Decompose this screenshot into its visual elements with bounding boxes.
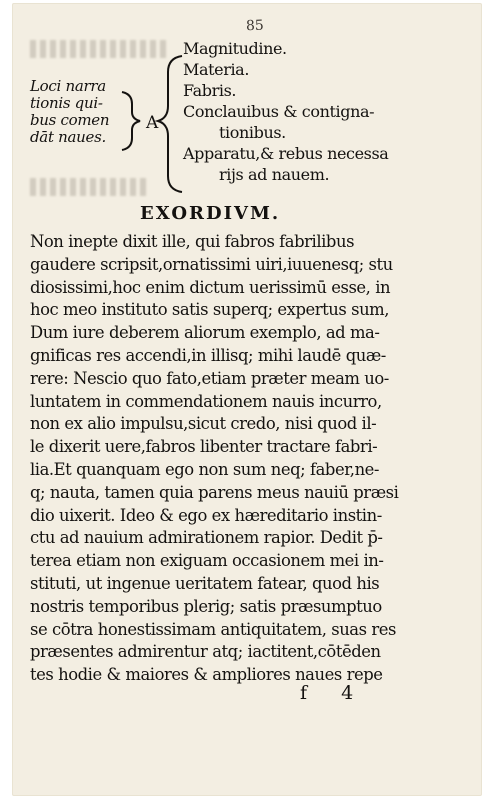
text-line: lia.Et quanquam ego non sum neq; faber,ne- xyxy=(30,459,380,479)
signature-mark: f 4 xyxy=(300,682,368,704)
topic-item: Apparatu,& rebus necessa xyxy=(183,144,389,163)
sidenote-letter: A xyxy=(146,113,159,133)
topic-item: tionibus. xyxy=(219,123,286,142)
sidenote-line: dāt naues. xyxy=(30,128,106,146)
text-line: ctu ad nauium admirationem rapior. Dedit p̄- xyxy=(30,528,383,548)
text-line: terea etiam non exiguam occasionem mei in- xyxy=(30,551,384,571)
text-line: rere: Nescio quo fato,etiam præter meam uo- xyxy=(30,368,389,388)
text-line: q; nauta, tamen quia parens meus nauiū præsi xyxy=(30,482,399,502)
text-line: se cōtra honestissimam antiquitatem, suas res xyxy=(30,619,396,639)
text-line: gaudere scripsit,ornatissimi uiri,iuuenesq; stu xyxy=(30,254,393,274)
text-line: diosissimi,hoc enim dictum uerissimū esse, in xyxy=(30,277,391,297)
text-line: hoc meo instituto satis superq; expertus sum, xyxy=(30,300,390,320)
topic-item: Materia. xyxy=(183,60,250,79)
text-line: gnificas res accendi,in illisq; mihi laudē quæ- xyxy=(30,345,386,365)
large-brace xyxy=(158,56,182,192)
text-line: le dixerit uere,fabros libenter tractare fabri- xyxy=(30,437,378,457)
text-line: luntatem in commendationem nauis incurro, xyxy=(30,391,382,411)
sidenote-line: Loci narra xyxy=(30,77,106,95)
text-line: nostris temporibus plerig; satis præsumptuo xyxy=(30,596,382,616)
text-line: Dum iure deberem aliorum exemplo, ad ma- xyxy=(30,323,380,343)
sidenote-line: tionis qui- xyxy=(30,94,103,112)
text-line: tes hodie & maiores & ampliores naues repe xyxy=(30,665,383,685)
topic-item: rijs ad nauem. xyxy=(219,165,330,184)
text-line: stituti, ut ingenue ueritatem fatear, quod his xyxy=(30,573,380,593)
body-paragraph xyxy=(30,231,470,687)
section-heading: EXORDIVM. xyxy=(140,203,281,224)
sidenote-line: bus comen xyxy=(30,111,110,129)
text-line: Non inepte dixit ille, qui fabros fabrilibus xyxy=(30,232,355,251)
text-line: non ex alio impulsu,sicut credo, nisi quod il- xyxy=(30,414,377,434)
topic-item: Fabris. xyxy=(183,81,237,100)
topic-item: Conclauibus & contigna- xyxy=(183,102,375,121)
text-line: præsentes admirentur atq; iactitent,cōtēden xyxy=(30,642,381,662)
small-brace xyxy=(122,92,140,150)
folio-number: 85 xyxy=(245,17,265,35)
text-line: dio uixerit. Ideo & ego ex hæreditario instin- xyxy=(30,505,382,525)
topic-list xyxy=(183,38,388,185)
topic-item: Magnitudine. xyxy=(183,39,287,58)
